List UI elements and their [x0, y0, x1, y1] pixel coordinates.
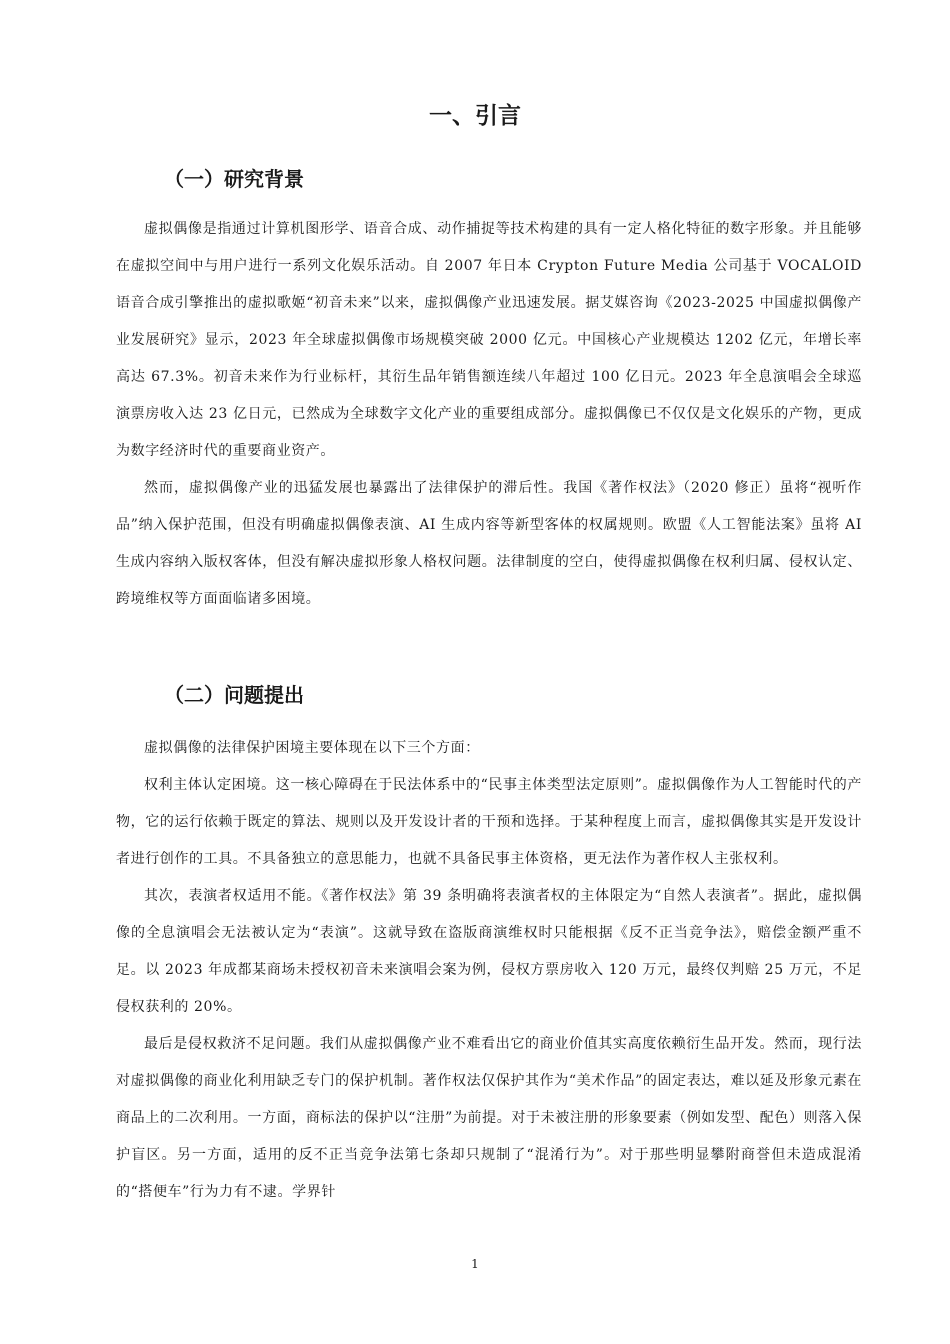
- paragraph: 然而，虚拟偶像产业的迅猛发展也暴露出了法律保护的滞后性。我国《著作权法》（2020 修正）虽将“视听作品”纳入保护范围，但没有明确虚拟偶像表演、AI 生成内容等新型客体的权属规则。欧盟《人工智能法案》虽将 AI 生成内容纳入版权客体，但没有解决虚拟形象人格权问题。法律制度的空白，使得虚拟偶像在权利归属、侵权认定、跨境维权等方面面临诸多困境。: [116, 480, 862, 607]
- section-problem-statement: [116, 730, 862, 1211]
- paragraph: 其次，表演者权适用不能。《著作权法》第 39 条明确将表演者权的主体限定为“自然人表演者”。据此，虚拟偶像的全息演唱会无法被认定为“表演”。这就导致在盗版商演维权时只能根据《反不正当竞争法》，赔偿金额严重不足。以 2023 年成都某商场未授权初音未来演唱会案为例，侵权方票房收入 120 万元，最终仅判赔 25 万元，不足侵权获利的 20%。: [116, 888, 862, 1015]
- section-heading-research-background: （一）研究背景: [164, 167, 304, 191]
- paragraph: 权利主体认定困境。这一核心障碍在于民法体系中的“民事主体类型法定原则”。虚拟偶像作为人工智能时代的产物，它的运行依赖于既定的算法、规则以及开发设计者的干预和选择。于某种程度上而言，虚拟偶像其实是开发设计者进行创作的工具。不具备独立的意思能力，也就不具备民事主体资格，更无法作为著作权人主张权利。: [116, 777, 862, 867]
- paragraph: 最后是侵权救济不足问题。我们从虚拟偶像产业不难看出它的商业价值其实高度依赖衍生品开发。然而，现行法对虚拟偶像的商业化利用缺乏专门的保护机制。著作权法仅保护其作为“美术作品”的固定表达，难以延及形象元素在商品上的二次利用。一方面，商标法的保护以“注册”为前提。对于未被注册的形象要素（例如发型、配色）则落入保护盲区。另一方面，适用的反不正当竞争法第七条却只规制了“混淆行为”。对于那些明显攀附商誉但未造成混淆的“搭便车”行为力有不逮。学界针: [116, 1036, 862, 1200]
- page-number: 1: [471, 1257, 479, 1271]
- page-title: 一、引言: [429, 103, 521, 129]
- paragraph: 虚拟偶像的法律保护困境主要体现在以下三个方面：: [144, 740, 480, 756]
- paragraph: 虚拟偶像是指通过计算机图形学、语音合成、动作捕捉等技术构建的具有一定人格化特征的数字形象。并且能够在虚拟空间中与用户进行一系列文化娱乐活动。自 2007 年日本 Crypton Future Media 公司基于 VOCALOID 语音合成引擎推出的虚拟歌姬“初音未来”以来，虚拟偶像产业迅速发展。据艾媒咨询《2023-2025 中国虚拟偶像产业发展研究》显示，2023 年全球虚拟偶像市场规模突破 2000 亿元。中国核心产业规模达 1202 亿元，年增长率高达 67.3%。初音未来作为行业标杆，其衍生品年销售额连续八年超过 100 亿日元。2023 年全息演唱会全球巡演票房收入达 23 亿日元，已然成为全球数字文化产业的重要组成部分。虚拟偶像已不仅仅是文化娱乐的产物，更成为数字经济时代的重要商业资产。: [116, 221, 862, 459]
- section-research-background: [116, 211, 862, 618]
- section-heading-problem-statement: （二）问题提出: [164, 683, 304, 707]
